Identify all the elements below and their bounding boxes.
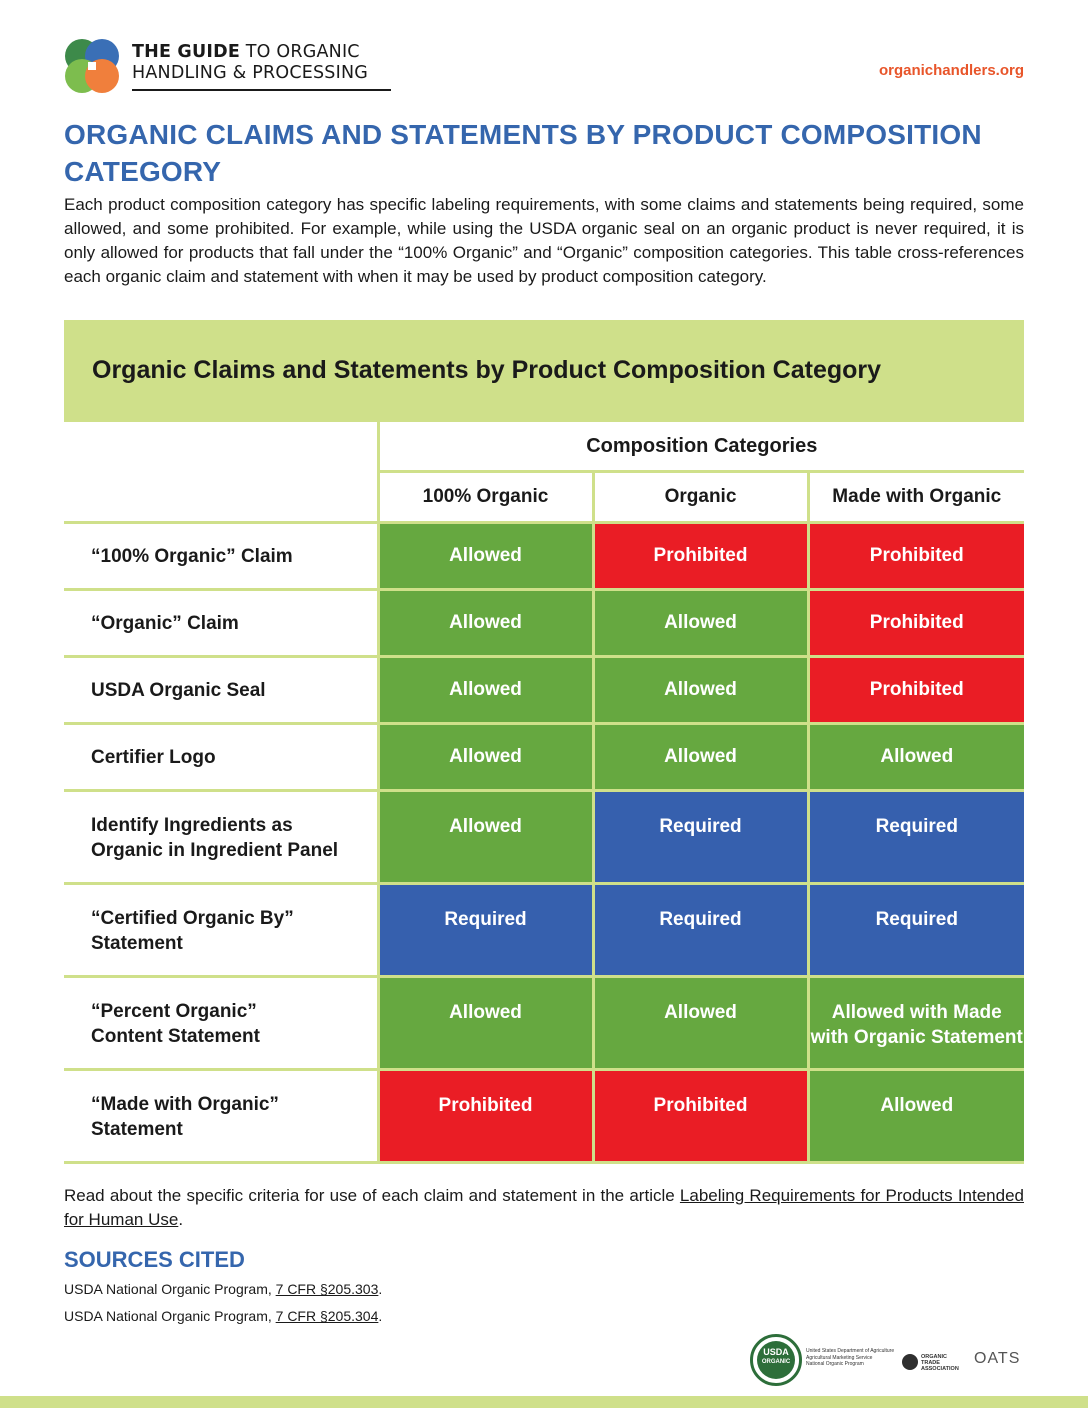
column-header-row <box>64 472 1024 523</box>
status-cell: Prohibited <box>808 657 1024 724</box>
claims-table-section <box>64 320 1024 1164</box>
status-cell: Required <box>808 884 1024 977</box>
status-cell: Prohibited <box>593 1070 808 1163</box>
status-cell: Allowed <box>593 657 808 724</box>
row-label-line: Organic in Ingredient Panel <box>91 840 339 861</box>
source-prefix: USDA National Organic Program, <box>64 1281 276 1297</box>
row-label <box>64 884 378 977</box>
column-header-made-with-organic: Made with Organic <box>808 472 1024 523</box>
source-prefix: USDA National Organic Program, <box>64 1308 276 1324</box>
ota-line: ASSOCIATION <box>921 1366 959 1372</box>
row-label: “Organic” Claim <box>64 590 378 657</box>
status-cell: Required <box>378 884 593 977</box>
row-label <box>64 977 378 1070</box>
status-cell: Allowed <box>593 590 808 657</box>
logo-subtitle: HANDLING & PROCESSING <box>132 63 369 83</box>
agency-line: Agricultural Marketing Service <box>806 1354 873 1361</box>
ota-logo-text <box>921 1354 959 1372</box>
row-label: USDA Organic Seal <box>64 657 378 724</box>
row-label-line: “Percent Organic” <box>91 1001 257 1022</box>
table-title: Organic Claims and Statements by Product Composition Category <box>92 356 882 384</box>
ota-line: ORGANIC <box>921 1354 947 1360</box>
logo-underline <box>132 89 391 91</box>
site-link[interactable]: organichandlers.org <box>878 62 1024 79</box>
status-cell: Required <box>593 884 808 977</box>
table-row <box>64 791 1024 884</box>
agency-line: United States Department of Agriculture <box>806 1348 895 1354</box>
table-row <box>64 724 1024 791</box>
column-header-100-organic: 100% Organic <box>378 472 593 523</box>
table-row <box>64 523 1024 590</box>
source-suffix: . <box>378 1308 383 1324</box>
row-label: Certifier Logo <box>64 724 378 791</box>
row-label <box>64 1070 378 1163</box>
status-cell: Allowed <box>378 977 593 1070</box>
page-title: ORGANIC CLAIMS AND STATEMENTS BY PRODUCT COMPOSITION CATEGORY <box>64 119 982 187</box>
status-cell: Allowed <box>378 657 593 724</box>
status-cell: Allowed <box>808 724 1024 791</box>
corner-cell <box>64 472 378 523</box>
usda-agency-text <box>806 1348 896 1368</box>
status-cell: Prohibited <box>593 523 808 590</box>
read-more-paragraph <box>64 1184 1024 1232</box>
read-more-prefix: Read about the specific criteria for use of each claim and statement in the article <box>64 1186 680 1205</box>
sources-title: SOURCES CITED <box>64 1247 245 1272</box>
status-cell-line: Allowed with Made <box>831 1002 1002 1023</box>
table-row <box>64 884 1024 977</box>
source-link[interactable]: 7 CFR §205.303 <box>275 1281 379 1297</box>
composition-categories-header: Composition Categories <box>378 422 1024 472</box>
puzzle-logo-icon <box>64 38 120 94</box>
table-row <box>64 977 1024 1070</box>
footer-band <box>0 1396 1088 1408</box>
usda-organic-seal-icon <box>750 1334 802 1386</box>
source-citation <box>64 1281 382 1297</box>
ota-logo-icon <box>902 1354 918 1370</box>
status-cell: Allowed <box>378 523 593 590</box>
agency-line: National Organic Program <box>806 1361 864 1367</box>
status-cell: Required <box>593 791 808 884</box>
logo-wordmark <box>132 42 368 84</box>
partner-logos <box>750 1334 1030 1390</box>
status-cell: Allowed <box>378 724 593 791</box>
table-row <box>64 657 1024 724</box>
row-label-line: Content Statement <box>91 1026 260 1047</box>
row-label <box>64 791 378 884</box>
row-label-line: Statement <box>91 933 183 954</box>
status-cell: Allowed <box>378 791 593 884</box>
group-header-row <box>64 422 1024 472</box>
table-title-band <box>64 320 1024 422</box>
row-label-line: “Made with Organic” <box>91 1094 279 1115</box>
usda-seal-text: USDA <box>763 1347 789 1357</box>
ota-line: TRADE <box>921 1360 940 1366</box>
status-cell: Prohibited <box>378 1070 593 1163</box>
status-cell-line: with Organic Statement <box>810 1027 1023 1048</box>
intro-paragraph: Each product composition category has specific labeling requirements, with some claims and statements being required, some allowed, and some prohibited. For example, while using the USDA organic seal on an organic product is never required, it is only allowed for products that fall under the “100% Organic” and “Organic” composition categories. This table cross-references each organic claim and statement with when it may be used by product composition category. <box>64 195 1024 286</box>
status-cell: Prohibited <box>808 590 1024 657</box>
article-link[interactable]: Labeling Requirements for Products Intended for Human Use <box>64 1186 1024 1229</box>
status-cell: Allowed <box>808 1070 1024 1163</box>
corner-cell <box>64 422 378 472</box>
source-citation <box>64 1308 382 1324</box>
row-label-line: Identify Ingredients as <box>91 815 293 836</box>
row-label-line: “Certified Organic By” <box>91 908 294 929</box>
usda-seal-text: ORGANIC <box>761 1359 791 1365</box>
read-more-suffix: . <box>178 1210 184 1229</box>
column-header-organic: Organic <box>593 472 808 523</box>
status-cell: Required <box>808 791 1024 884</box>
status-cell: Prohibited <box>808 523 1024 590</box>
table-row <box>64 1070 1024 1163</box>
status-cell: Allowed <box>593 977 808 1070</box>
source-link[interactable]: 7 CFR §205.304 <box>275 1308 379 1324</box>
status-cell: Allowed <box>593 724 808 791</box>
site-header <box>64 38 1024 98</box>
logo-title-rest: TO ORGANIC <box>240 42 360 62</box>
claims-matrix <box>64 422 1024 1164</box>
oats-logo: OATS <box>974 1350 1021 1367</box>
status-cell: Allowed <box>378 590 593 657</box>
row-label-line: Statement <box>91 1119 183 1140</box>
table-row <box>64 590 1024 657</box>
row-label: “100% Organic” Claim <box>64 523 378 590</box>
source-suffix: . <box>378 1281 383 1297</box>
status-cell <box>808 977 1024 1070</box>
logo-title-bold: THE GUIDE <box>132 42 240 62</box>
